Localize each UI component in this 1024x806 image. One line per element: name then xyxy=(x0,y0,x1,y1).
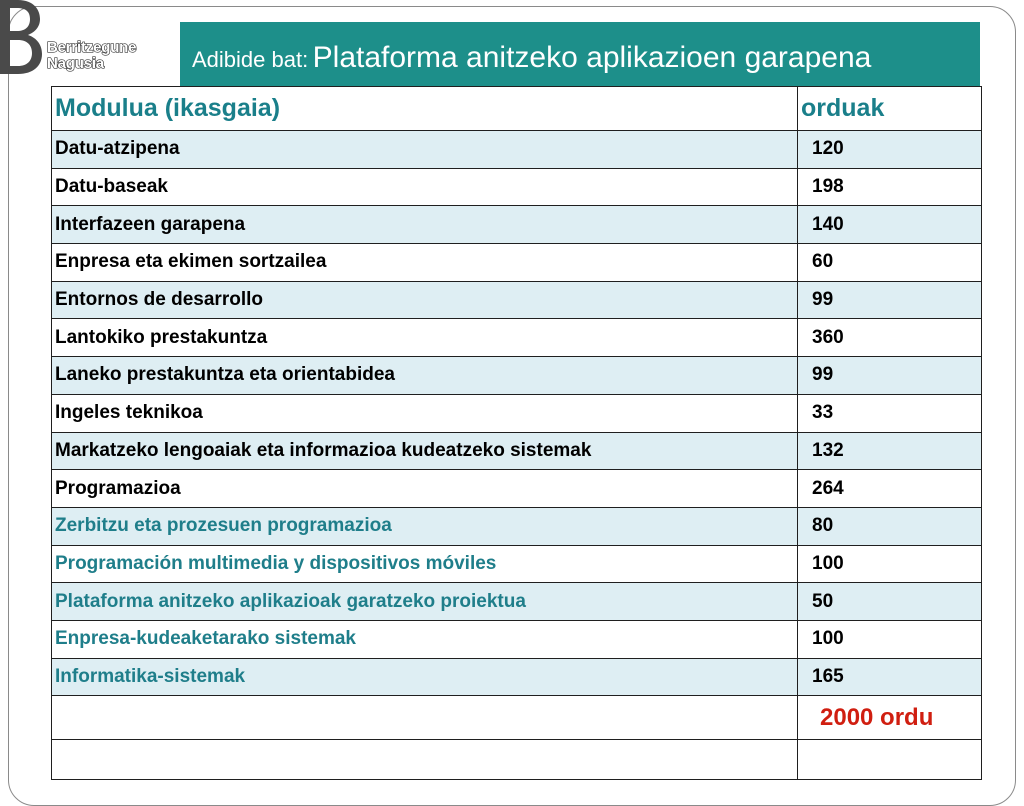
module-name: Programación multimedia y dispositivos móviles xyxy=(52,545,798,583)
module-name: Plataforma anitzeko aplikazioak garatzeko proiektua xyxy=(52,583,798,621)
table-row xyxy=(52,281,982,319)
module-name: Zerbitzu eta prozesuen programazioa xyxy=(52,507,798,545)
empty-row xyxy=(52,740,982,780)
logo-text xyxy=(47,40,136,72)
table-row xyxy=(52,470,982,508)
title-main: Plataforma anitzeko aplikazioen garapena xyxy=(312,41,872,74)
table-row xyxy=(52,244,982,282)
module-hours: 120 xyxy=(798,131,982,169)
table-row xyxy=(52,206,982,244)
module-hours: 198 xyxy=(798,168,982,206)
berritzegune-logo xyxy=(0,0,155,80)
total-label-cell xyxy=(52,696,798,740)
module-name: Enpresa-kudeaketarako sistemak xyxy=(52,620,798,658)
table-header-row xyxy=(52,87,982,131)
module-hours: 33 xyxy=(798,394,982,432)
table-row xyxy=(52,168,982,206)
table-row xyxy=(52,432,982,470)
logo-line-1: Berritzegune xyxy=(47,39,137,56)
module-name: Informatika-sistemak xyxy=(52,658,798,696)
title-prefix: Adibide bat: xyxy=(192,47,309,72)
module-hours: 50 xyxy=(798,583,982,621)
module-hours: 360 xyxy=(798,319,982,357)
slide-title xyxy=(192,41,871,75)
module-name: Programazioa xyxy=(52,470,798,508)
module-name: Datu-baseak xyxy=(52,168,798,206)
module-name: Markatzeko lengoaiak eta informazioa kudeatzeko sistemak xyxy=(52,432,798,470)
table-row xyxy=(52,620,982,658)
module-hours: 100 xyxy=(798,545,982,583)
module-name: Interfazeen garapena xyxy=(52,206,798,244)
module-hours: 99 xyxy=(798,281,982,319)
table-row xyxy=(52,658,982,696)
module-hours: 99 xyxy=(798,357,982,395)
module-hours: 140 xyxy=(798,206,982,244)
table-row xyxy=(52,583,982,621)
total-row xyxy=(52,696,982,740)
header-hours: orduak xyxy=(798,87,982,131)
total-hours: 2000 ordu xyxy=(798,696,982,740)
module-hours: 80 xyxy=(798,507,982,545)
module-name: Enpresa eta ekimen sortzailea xyxy=(52,244,798,282)
header-module: Modulua (ikasgaia) xyxy=(52,87,798,131)
module-name: Ingeles teknikoa xyxy=(52,394,798,432)
module-hours: 264 xyxy=(798,470,982,508)
module-hours: 165 xyxy=(798,658,982,696)
module-hours: 100 xyxy=(798,620,982,658)
table-row xyxy=(52,319,982,357)
logo-b-mark xyxy=(0,0,44,74)
module-name: Datu-atzipena xyxy=(52,131,798,169)
table-row xyxy=(52,394,982,432)
table-row xyxy=(52,545,982,583)
table-row xyxy=(52,131,982,169)
empty-cell xyxy=(798,740,982,780)
module-name: Lantokiko prestakuntza xyxy=(52,319,798,357)
module-hours: 132 xyxy=(798,432,982,470)
modules-table xyxy=(51,86,982,780)
module-name: Entornos de desarrollo xyxy=(52,281,798,319)
title-bar xyxy=(180,22,980,88)
logo-line-2: Nagusia xyxy=(47,55,104,72)
table-row xyxy=(52,357,982,395)
table-row xyxy=(52,507,982,545)
module-hours: 60 xyxy=(798,244,982,282)
module-name: Laneko prestakuntza eta orientabidea xyxy=(52,357,798,395)
empty-cell xyxy=(52,740,798,780)
